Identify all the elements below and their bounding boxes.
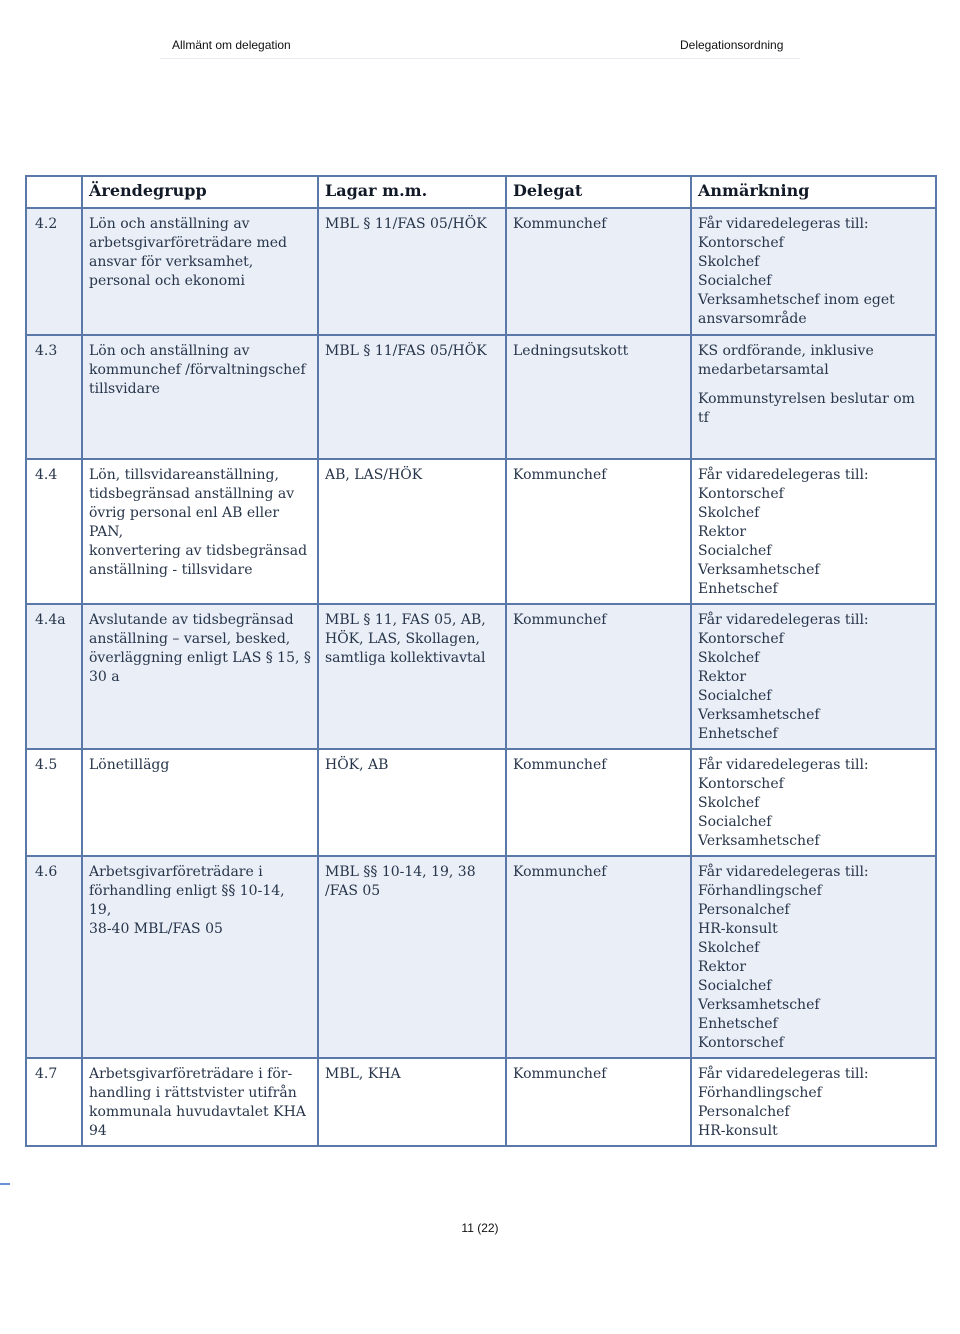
- cell-group-line: konvertering av tidsbegränsad: [89, 543, 308, 559]
- cell-group-line: tillsvidare: [89, 381, 160, 397]
- cell-note-line: Verksamhetschef: [698, 562, 820, 578]
- cell-group-line: Arbetsgivarföreträdare i: [89, 864, 263, 880]
- cell-delegate: [506, 604, 691, 749]
- cell-delegate-line: Kommunchef: [513, 467, 607, 483]
- cell-delegate: [506, 208, 691, 335]
- margin-mark: [0, 1183, 10, 1185]
- cell-delegate-line: Kommunchef: [513, 1066, 607, 1082]
- note-spacer: [698, 380, 929, 390]
- cell-delegate: [506, 749, 691, 856]
- column-header-note: Anmärkning: [691, 176, 936, 208]
- cell-note-line: Skolchef: [698, 650, 760, 666]
- cell-note-line: medarbetarsamtal: [698, 362, 829, 378]
- cell-number: 4.4a: [26, 604, 82, 749]
- cell-note-line: Skolchef: [698, 254, 760, 270]
- cell-group: [82, 604, 318, 749]
- page-header: [0, 38, 960, 58]
- cell-group-line: Lön och anställning av: [89, 216, 250, 232]
- cell-group-line: förhandling enligt §§ 10-14, 19,: [89, 883, 285, 918]
- column-header-group: Ärendegrupp: [82, 176, 318, 208]
- cell-law: [318, 459, 506, 604]
- cell-delegate-line: Kommunchef: [513, 864, 607, 880]
- cell-group-line: handling i rättstvister utifrån: [89, 1085, 297, 1101]
- delegation-table-container: [25, 175, 935, 1147]
- cell-note-line: Enhetschef: [698, 726, 778, 742]
- cell-note: [691, 1058, 936, 1146]
- cell-law-line: samtliga kollektivavtal: [325, 650, 486, 666]
- cell-group: [82, 208, 318, 335]
- cell-law: [318, 856, 506, 1058]
- cell-group-line: arbetsgivarföreträdare med: [89, 235, 287, 251]
- table-row: [26, 856, 936, 1058]
- cell-group: [82, 459, 318, 604]
- cell-law-line: HÖK, LAS, Skollagen,: [325, 631, 480, 647]
- cell-note-line: Verksamhetschef: [698, 707, 820, 723]
- cell-law: [318, 335, 506, 459]
- cell-note-line: Får vidaredelegeras till:: [698, 612, 869, 628]
- cell-group-line: 38-40 MBL/FAS 05: [89, 921, 223, 937]
- cell-note-line: HR-konsult: [698, 921, 778, 937]
- header-document-title: Delegationsordning: [680, 38, 784, 52]
- cell-number: 4.4: [26, 459, 82, 604]
- cell-law: [318, 604, 506, 749]
- header-divider: [160, 58, 800, 59]
- cell-note-line: Rektor: [698, 524, 747, 540]
- cell-number: 4.6: [26, 856, 82, 1058]
- cell-note-line: HR-konsult: [698, 1123, 778, 1139]
- table-header-row: [26, 176, 936, 208]
- cell-note-line: Får vidaredelegeras till:: [698, 1066, 869, 1082]
- cell-note: [691, 856, 936, 1058]
- cell-note-line: Kontorschef: [698, 631, 784, 647]
- cell-note: [691, 749, 936, 856]
- cell-number: 4.3: [26, 335, 82, 459]
- cell-note-line: Kommunstyrelsen beslutar om: [698, 391, 915, 407]
- cell-law-line: MBL § 11/FAS 05/HÖK: [325, 216, 487, 232]
- cell-group-line: anställning - tillsvidare: [89, 562, 253, 578]
- cell-group: [82, 335, 318, 459]
- cell-note-line: Socialchef: [698, 688, 772, 704]
- cell-group-line: övrig personal enl AB eller PAN,: [89, 505, 280, 540]
- cell-group: [82, 749, 318, 856]
- cell-note-line: Rektor: [698, 669, 747, 685]
- cell-law: [318, 1058, 506, 1146]
- cell-group-line: överläggning enligt LAS § 15, §: [89, 650, 311, 666]
- cell-delegate-line: Kommunchef: [513, 216, 607, 232]
- cell-note-line: Kontorschef: [698, 486, 784, 502]
- column-header-delegate: Delegat: [506, 176, 691, 208]
- cell-note-line: tf: [698, 410, 709, 426]
- cell-note-line: Kontorschef: [698, 776, 784, 792]
- delegation-table: [25, 175, 937, 1147]
- cell-delegate-line: Kommunchef: [513, 757, 607, 773]
- table-row: [26, 1058, 936, 1146]
- cell-group-line: anställning – varsel, besked,: [89, 631, 291, 647]
- cell-note-line: Verksamhetschef inom eget: [698, 292, 895, 308]
- cell-note-line: Socialchef: [698, 978, 772, 994]
- cell-number: 4.5: [26, 749, 82, 856]
- cell-delegate: [506, 1058, 691, 1146]
- cell-group-line: Lön, tillsvidareanställning,: [89, 467, 279, 483]
- cell-note-line: Får vidaredelegeras till:: [698, 216, 869, 232]
- table-row: [26, 335, 936, 459]
- cell-note-line: Rektor: [698, 959, 747, 975]
- cell-note-line: Får vidaredelegeras till:: [698, 467, 869, 483]
- cell-law-line: MBL § 11, FAS 05, AB,: [325, 612, 486, 628]
- cell-note-line: Personalchef: [698, 902, 790, 918]
- cell-group-line: tidsbegränsad anställning av: [89, 486, 295, 502]
- cell-delegate: [506, 459, 691, 604]
- cell-note-line: Kontorschef: [698, 1035, 784, 1051]
- column-header-law: Lagar m.m.: [318, 176, 506, 208]
- cell-note-line: Kontorschef: [698, 235, 784, 251]
- cell-note-line: Enhetschef: [698, 581, 778, 597]
- table-row: [26, 749, 936, 856]
- cell-group-line: 94: [89, 1123, 107, 1139]
- cell-note-line: Förhandlingschef: [698, 883, 822, 899]
- cell-group-line: 30 a: [89, 669, 120, 685]
- cell-note: [691, 459, 936, 604]
- column-header-number: [26, 176, 82, 208]
- table-body: [26, 208, 936, 1146]
- cell-group-line: kommunala huvudavtalet KHA: [89, 1104, 306, 1120]
- cell-group-line: Avslutande av tidsbegränsad: [89, 612, 294, 628]
- cell-group-line: Lönetillägg: [89, 757, 170, 773]
- cell-delegate: [506, 856, 691, 1058]
- cell-group: [82, 856, 318, 1058]
- cell-note: [691, 604, 936, 749]
- cell-group-line: kommunchef /förvaltningschef: [89, 362, 306, 378]
- cell-note-line: Socialchef: [698, 273, 772, 289]
- cell-law-line: MBL, KHA: [325, 1066, 401, 1082]
- table-row: [26, 459, 936, 604]
- cell-number: 4.7: [26, 1058, 82, 1146]
- cell-law: [318, 208, 506, 335]
- cell-law-line: HÖK, AB: [325, 757, 389, 773]
- page-number: 11 (22): [461, 1221, 499, 1235]
- cell-group-line: ansvar för verksamhet,: [89, 254, 254, 270]
- cell-note-line: Förhandlingschef: [698, 1085, 822, 1101]
- cell-note-line: Enhetschef: [698, 1016, 778, 1032]
- cell-delegate: [506, 335, 691, 459]
- cell-law-line: MBL §§ 10-14, 19, 38: [325, 864, 476, 880]
- cell-delegate-line: Kommunchef: [513, 612, 607, 628]
- cell-law-line: AB, LAS/HÖK: [325, 467, 423, 483]
- cell-note-line: ansvarsområde: [698, 311, 807, 327]
- cell-note-line: Skolchef: [698, 795, 760, 811]
- cell-note-line: Personalchef: [698, 1104, 790, 1120]
- cell-note: [691, 208, 936, 335]
- cell-note-line: Skolchef: [698, 940, 760, 956]
- cell-delegate-line: Ledningsutskott: [513, 343, 629, 359]
- header-section-title: Allmänt om delegation: [172, 38, 291, 52]
- cell-law-line: /FAS 05: [325, 883, 381, 899]
- cell-note-line: KS ordförande, inklusive: [698, 343, 874, 359]
- cell-number: 4.2: [26, 208, 82, 335]
- cell-note-line: Får vidaredelegeras till:: [698, 757, 869, 773]
- table-row: [26, 604, 936, 749]
- cell-group-line: Arbetsgivarföreträdare i för-: [89, 1066, 293, 1082]
- cell-law: [318, 749, 506, 856]
- cell-note: [691, 335, 936, 459]
- cell-note-line: Verksamhetschef: [698, 833, 820, 849]
- cell-law-line: MBL § 11/FAS 05/HÖK: [325, 343, 487, 359]
- cell-note-line: Verksamhetschef: [698, 997, 820, 1013]
- cell-note-line: Skolchef: [698, 505, 760, 521]
- cell-group: [82, 1058, 318, 1146]
- cell-note-line: Socialchef: [698, 814, 772, 830]
- cell-group-line: Lön och anställning av: [89, 343, 250, 359]
- cell-note-line: Får vidaredelegeras till:: [698, 864, 869, 880]
- cell-group-line: personal och ekonomi: [89, 273, 245, 289]
- table-row: [26, 208, 936, 335]
- cell-note-line: Socialchef: [698, 543, 772, 559]
